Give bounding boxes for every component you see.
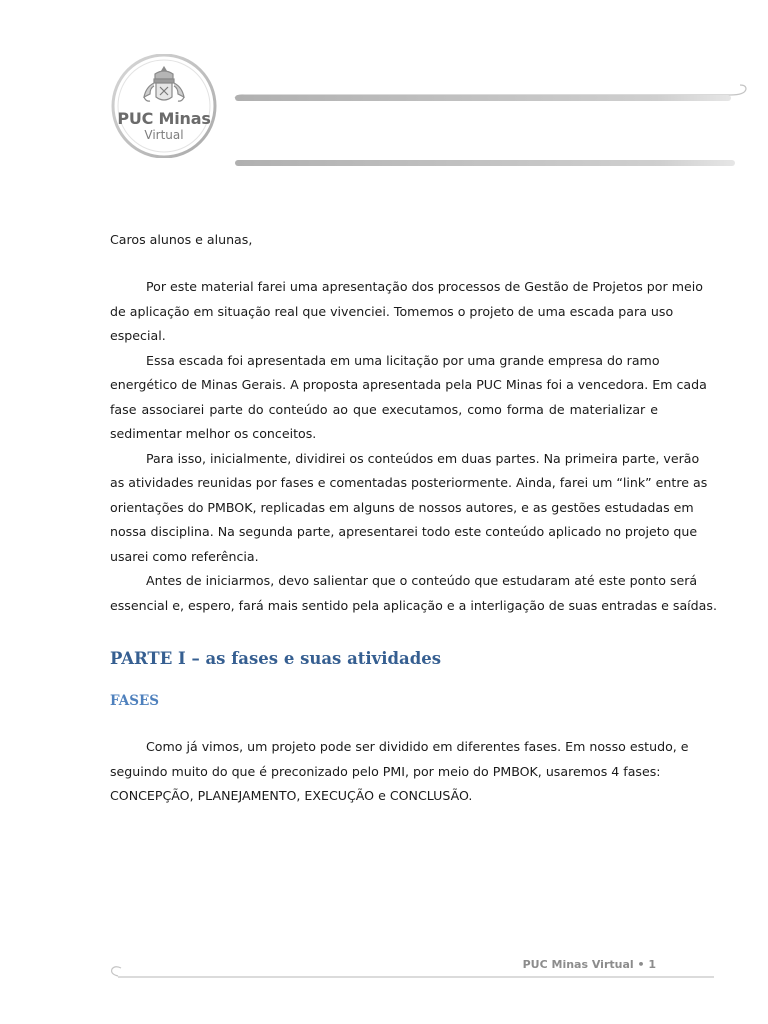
section-heading: PARTE I – as fases e suas atividades	[110, 649, 442, 668]
greeting	[110, 228, 658, 253]
paragraph-line: Para isso, inicialmente, dividirei os conteúdos em duas partes. Na primeira parte, verão	[146, 450, 700, 466]
paragraph-line: Como já vimos, um projeto pode ser dividido em diferentes fases. Em nosso estudo, e	[146, 739, 689, 754]
greeting-text: Caros alunos e alunas,	[110, 232, 253, 247]
paragraph-line: especial.	[110, 328, 166, 343]
logo-subtitle: Virtual	[144, 128, 184, 142]
subsection-heading: FASES	[110, 693, 160, 709]
page-footer: PUC Minas Virtual • 1	[522, 958, 656, 971]
paragraph-line: orientações do PMBOK, replicadas em alguns de nossos autores, e as gestões estudadas em	[110, 499, 694, 515]
header-decoration	[225, 80, 755, 175]
intro-paragraphs	[110, 275, 717, 618]
paragraph-line: CONCEPÇÃO, PLANEJAMENTO, EXECUÇÃO e CONCLUSÃO.	[110, 788, 473, 803]
paragraph-line: essencial e, espero, fará mais sentido pela aplicação e a interligação de suas entradas e saídas.	[110, 597, 717, 613]
paragraph-line: nossa disciplina. Na segunda parte, apresentarei todo este conteúdo aplicado no projeto que	[110, 524, 698, 539]
paragraph-line: energético de Minas Gerais. A proposta apresentada pela PUC Minas foi a vencedora. Em cada	[110, 377, 707, 392]
paragraph-line: sedimentar melhor os conceitos.	[110, 426, 317, 441]
paragraph-line: Por este material farei uma apresentação dos processos de Gestão de Projetos por meio	[146, 279, 703, 294]
paragraph-line: seguindo muito do que é preconizado pelo PMI, por meio do PMBOK, usaremos 4 fases:	[110, 763, 661, 779]
paragraph-line: de aplicação em situação real que vivenciei. Tomemos o projeto de uma escada para uso	[110, 303, 674, 319]
paragraph-line: usarei como referência.	[110, 548, 259, 564]
paragraph-line: Antes de iniciarmos, devo salientar que o conteúdo que estudaram até este ponto será	[146, 573, 698, 588]
puc-minas-virtual-logo	[108, 54, 220, 158]
paragraph-line: as atividades reunidas por fases e comentadas posteriormente. Ainda, farei um “link” entre as	[110, 475, 708, 490]
paragraph-line: Essa escada foi apresentada em uma licitação por uma grande empresa do ramo	[146, 352, 660, 368]
fases-paragraph	[110, 735, 689, 809]
paragraph-line: fase associarei parte do conteúdo ao que executamos, como forma de materializar e	[110, 401, 658, 417]
logo-title: PUC Minas	[117, 109, 211, 128]
